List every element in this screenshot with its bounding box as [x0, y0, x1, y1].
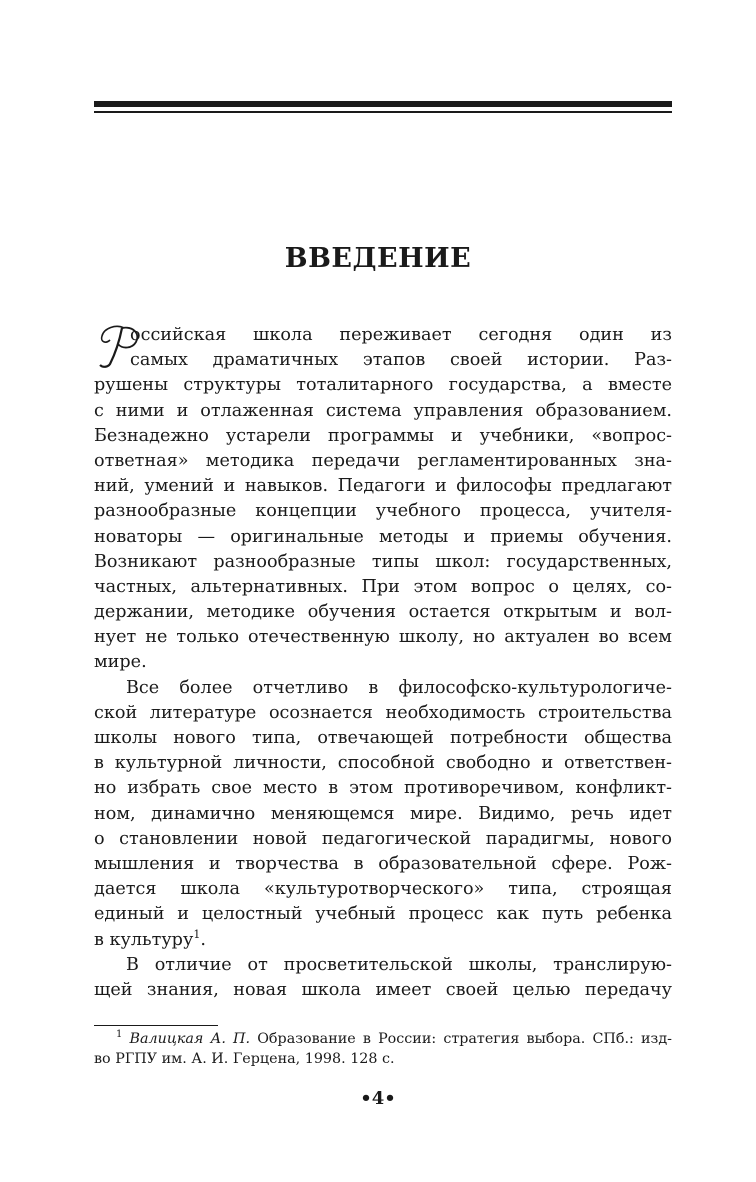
footnote-text: Образование в России: стратегия выбора. СПб.: изд-: [250, 1031, 672, 1047]
text-line: но избрать свое место в этом противоречивом, конфликт-: [94, 778, 672, 799]
header-rule-thin: [94, 111, 672, 113]
text-line: ской литературе осознается необходимость строительства: [94, 702, 672, 723]
body-text: [94, 323, 672, 1003]
header-rule-thick: [94, 101, 672, 107]
text-line: частных, альтернативных. При этом вопрос о целях, со-: [94, 576, 672, 597]
chapter-title: ВВЕДЕНИЕ: [284, 243, 472, 274]
text-fragment: в культуру: [94, 929, 194, 950]
text-line: ний, умений и навыков. Педагоги и философы предлагают: [94, 476, 672, 497]
footnote-rule: [94, 1025, 218, 1026]
text-line: о становлении новой педагогической парадигмы, нового: [94, 828, 672, 849]
text-line-with-footnote: [94, 928, 672, 953]
text-line: с ними и отлаженная система управления образованием.: [94, 400, 672, 421]
text-line: оссийская школа переживает сегодня один из: [130, 325, 672, 345]
text-line: в культурной личности, способной свободно и ответствен-: [94, 753, 672, 774]
text-line: дается школа «культуротворческого» типа, строящая: [94, 879, 672, 900]
footnote: [94, 1029, 672, 1069]
text-line: ответная» методика передачи регламентированных зна-: [94, 450, 672, 471]
footnote-line: [94, 1029, 672, 1049]
text-line: Безнадежно устарели программы и учебники, «вопрос-: [94, 425, 672, 446]
text-line: Возникают разнообразные типы школ: государственных,: [94, 551, 672, 572]
text-line: единый и целостный учебный процесс как путь ребенка: [94, 904, 672, 925]
page-number: •4•: [360, 1088, 396, 1109]
text-line: держании, методике обучения остается открытым и вол-: [94, 602, 672, 623]
text-line: ном, динамично меняющемся мире. Видимо, речь идет: [94, 803, 672, 824]
text-line: нует не только отечественную школу, но актуален во всем: [94, 627, 672, 648]
text-line: мире.: [94, 652, 147, 673]
text-line: мышления и творчества в образовательной сфере. Рож-: [94, 853, 672, 874]
text-line: рушены структуры тоталитарного государства, а вместе: [94, 375, 672, 396]
text-line: Все более отчетливо в философско-культурологиче-: [126, 677, 672, 698]
text-line: новаторы — оригинальные методы и приемы обучения.: [94, 526, 672, 547]
text-line: самых драматичных этапов своей истории. Раз-: [130, 350, 672, 371]
footnote-author: Валицкая А. П.: [129, 1031, 251, 1047]
text-line: школы нового типа, отвечающей потребности общества: [94, 728, 672, 748]
footnote-mark: 1: [116, 1029, 123, 1041]
footnote-reference[interactable]: 1: [193, 927, 201, 941]
footnote-line: во РГПУ им. А. И. Герцена, 1998. 128 с.: [94, 1051, 395, 1067]
text-line: щей знания, новая школа имеет своей целью передачу: [94, 979, 672, 1000]
text-line: В отличие от просветительской школы, транслирую-: [126, 954, 672, 975]
text-fragment: .: [200, 929, 206, 950]
text-line: разнообразные концепции учебного процесса, учителя-: [94, 501, 672, 522]
